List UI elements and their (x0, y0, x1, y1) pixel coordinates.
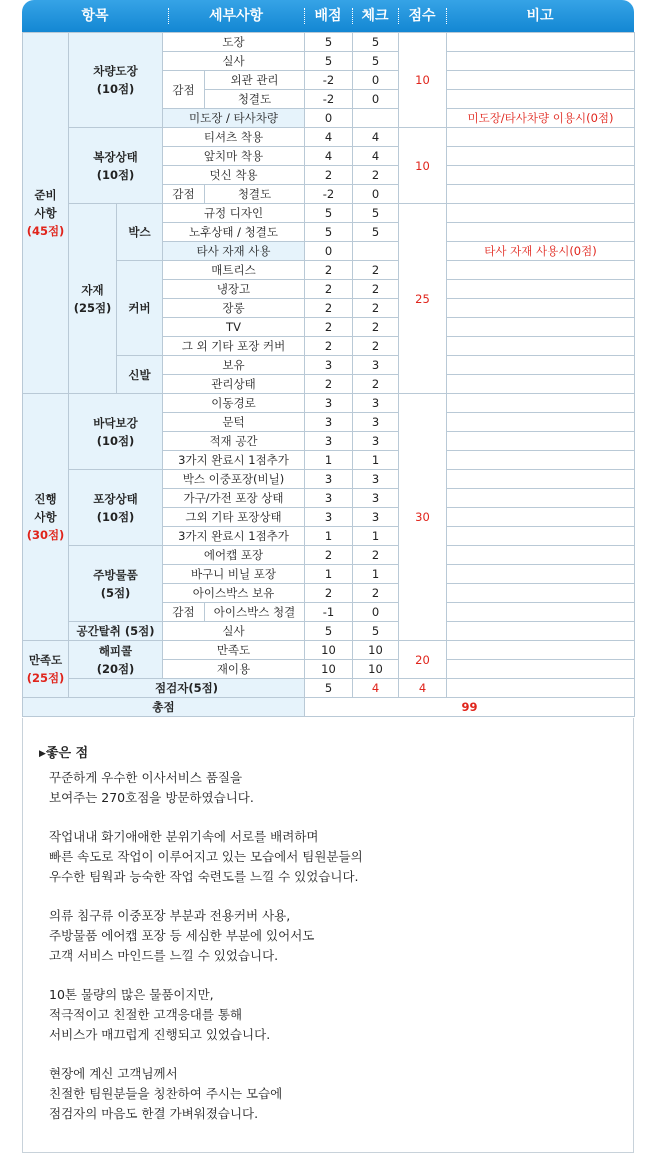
note-cell (447, 204, 635, 223)
table-row: 청결도 (205, 185, 305, 204)
table-row: 재이용 (163, 660, 305, 679)
section-sat: 만족도 (25점) (23, 641, 69, 698)
score-cell: -2 (305, 71, 353, 90)
table-row: 보유 (163, 356, 305, 375)
points-cloth: 10 (399, 128, 447, 204)
table-row: 아이스박스 청결 (205, 603, 305, 622)
table-row: 그외 기타 포장상태 (163, 508, 305, 527)
table-row: 미도장 / 타사차량 (163, 109, 305, 128)
score-cell: 3 (305, 489, 353, 508)
score-cell: 2 (305, 584, 353, 603)
points-inspector: 4 (399, 679, 447, 698)
review-paragraph: 작업내내 화기애애한 분위기속에 서로를 배려하며 빠른 속도로 작업이 이루어지고 있는 모습에서 팀원분들의 우수한 팀웍과 능숙한 작업 숙련도를 느낄 수 있었습니다. (49, 829, 363, 884)
score-cell: 2 (305, 375, 353, 394)
note-cell (447, 128, 635, 147)
check-cell: 4 (353, 128, 399, 147)
score-cell: 4 (305, 128, 353, 147)
score-cell: 5 (305, 52, 353, 71)
score-cell: -2 (305, 90, 353, 109)
score-cell: 10 (305, 641, 353, 660)
table-row: 청결도 (205, 90, 305, 109)
note-cell (447, 660, 635, 679)
score-table (22, 32, 635, 717)
check-cell: 3 (353, 432, 399, 451)
table-row: 3가지 완료시 1점추가 (163, 451, 305, 470)
check-cell: 5 (353, 223, 399, 242)
group-material: 자재 (25점) (69, 204, 117, 394)
score-cell: 5 (305, 622, 353, 641)
table-row: 관리상태 (163, 375, 305, 394)
header-item: 항목 (81, 8, 109, 24)
note-cell (447, 337, 635, 356)
note-cell (447, 432, 635, 451)
check-cell: 2 (353, 318, 399, 337)
group-shoe: 신발 (117, 356, 163, 394)
check-cell: 2 (353, 166, 399, 185)
note-cell (447, 280, 635, 299)
review-title: ▶좋은 점 (39, 746, 89, 761)
note-cell: 타사 자재 사용시(0점) (447, 242, 635, 261)
group-cover: 커버 (117, 261, 163, 356)
score-cell: 3 (305, 413, 353, 432)
table-row: 문턱 (163, 413, 305, 432)
check-cell: 0 (353, 71, 399, 90)
group-box: 박스 (117, 204, 163, 261)
points-car: 10 (399, 33, 447, 128)
table-row: 노후상태 / 청결도 (163, 223, 305, 242)
check-cell: 0 (353, 603, 399, 622)
note-cell (447, 451, 635, 470)
score-cell: 2 (305, 166, 353, 185)
check-cell: 10 (353, 641, 399, 660)
group-happy: 해피콜 (20점) (69, 641, 163, 679)
check-cell: 5 (353, 622, 399, 641)
evaluation-sheet (22, 0, 634, 717)
header-check: 체크 (361, 8, 389, 24)
table-row: 만족도 (163, 641, 305, 660)
table-row: 도장 (163, 33, 305, 52)
table-row: 냉장고 (163, 280, 305, 299)
note-cell (447, 413, 635, 432)
table-row: 실사 (163, 622, 305, 641)
note-cell (447, 489, 635, 508)
note-cell (447, 508, 635, 527)
score-cell: 2 (305, 318, 353, 337)
table-row: 그 외 기타 포장 커버 (163, 337, 305, 356)
note-cell (447, 622, 635, 641)
table-row: 에어캡 포장 (163, 546, 305, 565)
check-cell: 3 (353, 508, 399, 527)
table-row: 아이스박스 보유 (163, 584, 305, 603)
score-cell: 0 (305, 109, 353, 128)
total-value: 99 (305, 698, 635, 717)
note-cell (447, 356, 635, 375)
score-cell: 2 (305, 280, 353, 299)
table-row: 매트리스 (163, 261, 305, 280)
header-note: 비고 (526, 8, 554, 24)
total-label: 총점 (23, 698, 305, 717)
check-cell: 2 (353, 584, 399, 603)
check-cell: 3 (353, 470, 399, 489)
review-panel (22, 718, 634, 1153)
table-row: 가구/가전 포장 상태 (163, 489, 305, 508)
group-pack: 포장상태 (10점) (69, 470, 163, 546)
group-space: 공간탈취 (5점) (69, 622, 163, 641)
triangle-bullet-icon: ▶ (39, 749, 46, 759)
score-cell: 5 (305, 679, 353, 698)
check-cell: 2 (353, 546, 399, 565)
check-cell: 1 (353, 527, 399, 546)
note-cell: 미도장/타사차량 이용시(0점) (447, 109, 635, 128)
note-cell (447, 375, 635, 394)
group-car: 차량도장 (10점) (69, 33, 163, 128)
section-prog: 진행 사항 (30점) (23, 394, 69, 641)
check-cell: 3 (353, 413, 399, 432)
note-cell (447, 318, 635, 337)
table-row: 외관 관리 (205, 71, 305, 90)
score-cell: -1 (305, 603, 353, 622)
score-cell: 5 (305, 204, 353, 223)
score-cell: 3 (305, 470, 353, 489)
note-cell (447, 166, 635, 185)
table-row: 적재 공간 (163, 432, 305, 451)
group-inspector: 점검자(5점) (69, 679, 305, 698)
deduct-label: 감점 (163, 603, 205, 622)
score-cell: 3 (305, 432, 353, 451)
check-cell: 2 (353, 280, 399, 299)
check-cell: 3 (353, 356, 399, 375)
check-cell: 1 (353, 565, 399, 584)
note-cell (447, 261, 635, 280)
check-cell: 5 (353, 204, 399, 223)
score-cell: 10 (305, 660, 353, 679)
points-prog: 30 (399, 394, 447, 641)
check-cell: 2 (353, 337, 399, 356)
score-cell: 4 (305, 147, 353, 166)
check-cell: 3 (353, 489, 399, 508)
score-cell: 5 (305, 223, 353, 242)
check-cell: 4 (353, 679, 399, 698)
table-row: 티셔츠 착용 (163, 128, 305, 147)
table-header (22, 0, 634, 32)
table-row: 장롱 (163, 299, 305, 318)
points-happy: 20 (399, 641, 447, 679)
table-row: 실사 (163, 52, 305, 71)
note-cell (447, 565, 635, 584)
note-cell (447, 584, 635, 603)
check-cell: 10 (353, 660, 399, 679)
group-kitchen: 주방물품 (5점) (69, 546, 163, 622)
review-paragraph: 꾸준하게 우수한 이사서비스 품질을 보여주는 270호점을 방문하였습니다. (49, 770, 254, 805)
group-floor: 바닥보강 (10점) (69, 394, 163, 470)
header-score: 배점 (314, 8, 342, 24)
check-cell (353, 242, 399, 261)
header-detail: 세부사항 (208, 8, 264, 24)
check-cell: 4 (353, 147, 399, 166)
check-cell: 5 (353, 52, 399, 71)
score-cell: 1 (305, 527, 353, 546)
points-material: 25 (399, 204, 447, 394)
note-cell (447, 394, 635, 413)
deduct-label: 감점 (163, 71, 205, 109)
score-cell: 3 (305, 508, 353, 527)
table-row: 바구니 비닐 포장 (163, 565, 305, 584)
review-paragraph: 의류 침구류 이중포장 부분과 전용커버 사용, 주방물품 에어캡 포장 등 세심한 부분에 있어서도 고객 서비스 마인드를 느낄 수 있었습니다. (49, 908, 315, 963)
check-cell: 5 (353, 33, 399, 52)
score-cell: 2 (305, 299, 353, 318)
group-cloth: 복장상태 (10점) (69, 128, 163, 204)
deduct-label: 감점 (163, 185, 205, 204)
section-prep: 준비 사항 (45점) (23, 33, 69, 394)
table-row: 타사 자재 사용 (163, 242, 305, 261)
table-row: 이동경로 (163, 394, 305, 413)
note-cell (447, 470, 635, 489)
note-cell (447, 147, 635, 166)
table-row: 3가지 완료시 1점추가 (163, 527, 305, 546)
note-cell (447, 185, 635, 204)
note-cell (447, 546, 635, 565)
score-cell: 2 (305, 337, 353, 356)
check-cell: 1 (353, 451, 399, 470)
note-cell (447, 90, 635, 109)
note-cell (447, 641, 635, 660)
score-cell: 0 (305, 242, 353, 261)
table-row: 규정 디자인 (163, 204, 305, 223)
header-points: 점수 (408, 8, 436, 24)
table-row: 덧신 착용 (163, 166, 305, 185)
score-cell: 2 (305, 546, 353, 565)
score-cell: 1 (305, 565, 353, 584)
check-cell: 2 (353, 375, 399, 394)
note-cell (447, 33, 635, 52)
review-paragraph: 현장에 계신 고객님께서 친절한 팀원분들을 칭찬하여 주시는 모습에 점검자의 마음도 한결 가벼워졌습니다. (49, 1066, 283, 1121)
note-cell (447, 679, 635, 698)
table-row: 앞치마 착용 (163, 147, 305, 166)
table-row: 박스 이중포장(비닐) (163, 470, 305, 489)
check-cell (353, 109, 399, 128)
check-cell: 3 (353, 394, 399, 413)
score-cell: 3 (305, 356, 353, 375)
review-paragraph: 10톤 물량의 많은 물품이지만, 적극적이고 친절한 고객응대를 통해 서비스가 매끄럽게 진행되고 있었습니다. (49, 987, 271, 1042)
score-cell: 5 (305, 33, 353, 52)
note-cell (447, 527, 635, 546)
review-body (49, 768, 363, 1143)
note-cell (447, 52, 635, 71)
check-cell: 2 (353, 299, 399, 318)
score-cell: 3 (305, 394, 353, 413)
note-cell (447, 223, 635, 242)
table-row: TV (163, 318, 305, 337)
check-cell: 0 (353, 90, 399, 109)
score-cell: -2 (305, 185, 353, 204)
note-cell (447, 603, 635, 622)
note-cell (447, 71, 635, 90)
score-cell: 2 (305, 261, 353, 280)
score-cell: 1 (305, 451, 353, 470)
check-cell: 2 (353, 261, 399, 280)
note-cell (447, 299, 635, 318)
check-cell: 0 (353, 185, 399, 204)
